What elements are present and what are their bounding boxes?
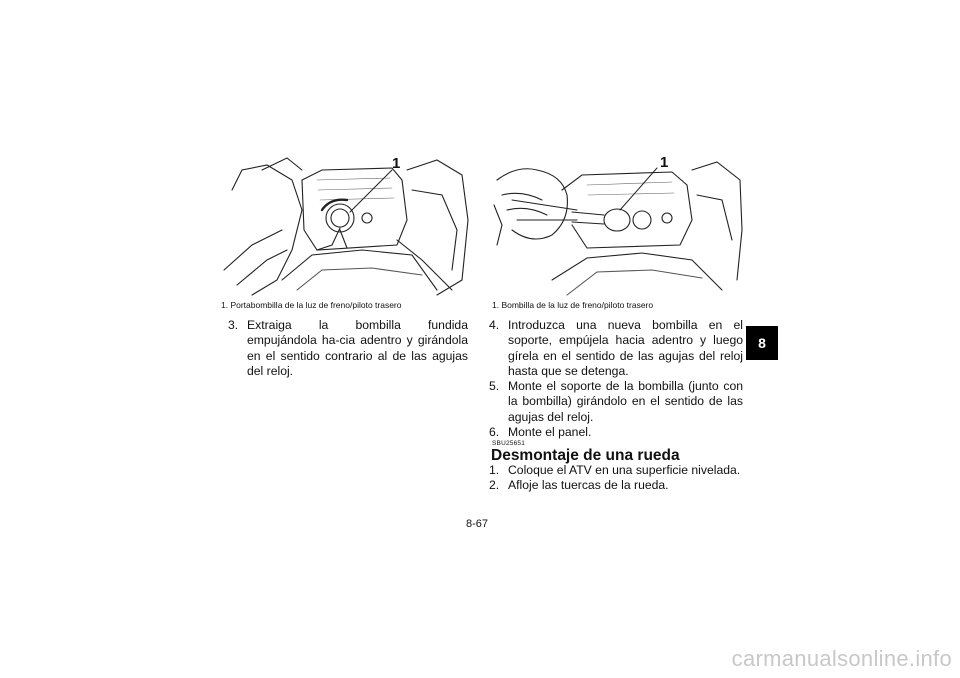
step-number: 3. [228, 318, 239, 332]
step-text: Extraiga la bombilla fundida empujándola ha-cia adentro y girándola en el sentido contrario al de las agujas del reloj. [247, 318, 468, 378]
taillight-bulb-illustration [492, 150, 744, 298]
figure-left-caption: 1. Portabombilla de la luz de freno/piloto trasero [221, 300, 402, 310]
step-number: 4. [489, 318, 500, 332]
figure-right-callout: 1 [660, 154, 669, 171]
wheel-step-1 [489, 463, 743, 478]
taillight-socket-illustration [222, 150, 470, 298]
page-number: 8-67 [466, 518, 489, 530]
step-text: Monte el panel. [508, 425, 592, 440]
section-code: SBU25651 [492, 440, 526, 447]
figure-right-caption: 1. Bombilla de la luz de freno/piloto trasero [492, 300, 654, 310]
step-number: 2. [489, 478, 500, 493]
step-text: Coloque el ATV en una superficie nivelada. [508, 463, 741, 477]
watermark: carmanualsonline.info [731, 646, 952, 671]
steps-right-list [489, 318, 743, 440]
step-3 [228, 318, 468, 379]
step-text: Introduzca una nueva bombilla en el soporte, empújela hacia adentro y luego gírela en el sentido de las agujas del reloj hasta que se detenga. [508, 318, 743, 378]
step-text: Monte el soporte de la bombilla (junto con la bombilla) girándolo en el sentido de las agujas del reloj. [508, 379, 743, 424]
step-5 [489, 379, 743, 425]
wheel-step-2 [489, 478, 743, 493]
step-number: 1. [489, 463, 500, 477]
step-4 [489, 318, 743, 379]
taillight-bulb-drawing [492, 150, 744, 298]
taillight-socket-drawing [222, 150, 470, 298]
section-title: Desmontaje de una rueda [491, 447, 680, 464]
wheel-removal-steps [489, 463, 743, 494]
step-number: 6. [489, 425, 500, 440]
step-6 [489, 425, 743, 440]
step-text: Afloje las tuercas de la rueda. [508, 478, 669, 493]
chapter-tab: 8 [746, 326, 778, 360]
step-number: 5. [489, 379, 500, 394]
steps-left-list [228, 318, 468, 379]
figure-left-callout: 1 [392, 155, 401, 172]
